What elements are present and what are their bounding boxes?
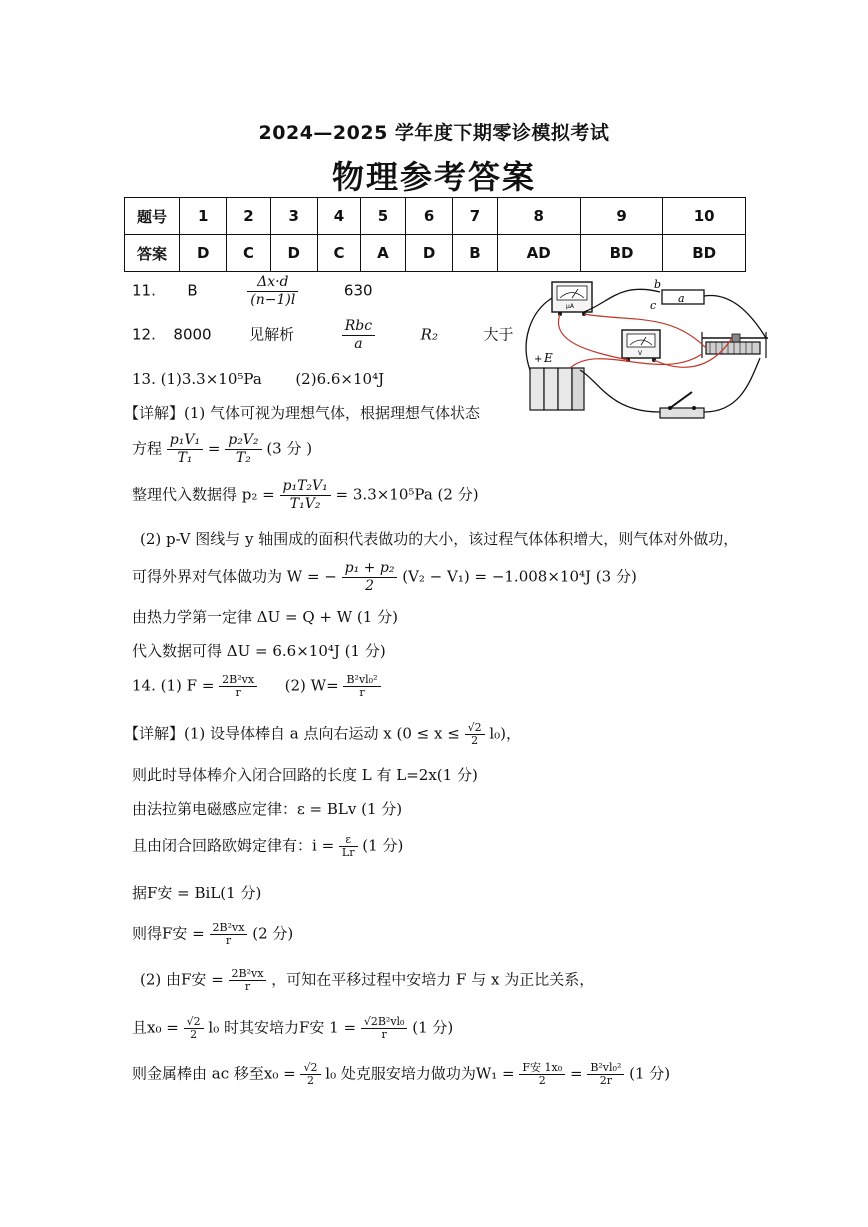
q12-frac-den: a [354,336,363,352]
q14-frac-h [361,1016,408,1041]
table-cell: D [180,235,227,272]
frac-num: √2 [184,1016,204,1029]
frac-den: r [359,686,365,699]
battery-icon [530,351,584,410]
frac-num: p₁V₁ [167,432,203,450]
subject-title: 物理参考答案 [331,158,536,196]
q14-l7-post: ，可知在平移过程中安培力 F 与 x 为正比关系， [271,970,595,989]
q11-number: 11. [132,281,156,300]
frac-den: 2 [306,1074,314,1087]
q14-head [132,674,381,699]
q13-detail-6: 由热力学第一定律 ΔU = Q + W (1 分) [132,608,398,626]
q12-answer-2: 见解析 [249,325,295,344]
q13-l2-post: (3 分 ) [266,439,313,458]
frac-num: p₁T₂V₁ [280,478,331,496]
q12-fraction [342,318,375,353]
frac-num: p₂V₂ [225,432,261,450]
terminal-label-b: b [654,278,662,291]
q12-answer-5: 大于 [483,325,514,344]
q14-l6-post: (2 分) [252,924,294,943]
q14-detail-4 [132,834,403,859]
table-cell: BD [580,235,663,272]
q14-l9-pre: 则金属棒由 ac 移至x₀ = [132,1064,296,1083]
q13-detail-5 [132,560,637,595]
q14-frac-b [343,674,380,699]
q14-l1-pre: 【详解】(1) 设导体棒自 a 点向右运动 x (0 ≤ x ≤ [124,724,460,743]
frac-den: 2 [538,1074,546,1087]
exam-title: 2024—2025 学年度下期零诊模拟考试 [258,122,610,144]
q13-frac-a [167,432,203,467]
q12-number: 12. [132,325,156,344]
rheostat-icon [702,332,768,358]
table-cell: D [270,235,317,272]
table-cell: C [317,235,360,272]
terminal-label-c: c [650,299,657,312]
q13-detail-1: 【详解】(1) 气体可视为理想气体，根据理想气体状态 [124,404,481,422]
table-cell: D [405,235,452,272]
frac-den: 2 [471,734,479,747]
q13-l2-pre: 方程 [132,439,163,458]
frac-num: p₁ + p₂ [342,560,398,578]
microammeter-label: μA [566,303,574,310]
row-label-number: 题号 [125,198,180,235]
table-cell: B [453,235,497,272]
table-cell: 2 [227,198,270,235]
q14-detail-9 [132,1062,670,1087]
resistor-box-a [650,278,704,312]
q13-detail-3 [132,478,479,513]
table-cell: 6 [405,198,452,235]
answer-row [125,235,746,272]
equals-sign: = [207,439,221,458]
question-number-row [125,198,746,235]
q14-frac-e [210,922,248,947]
q14-frac-g [184,1016,204,1041]
wire [704,295,766,338]
q14-frac-c [465,722,485,747]
q14-frac-k [587,1062,624,1087]
frac-num: 2B²vx [219,674,257,687]
q14-frac-j [519,1062,565,1087]
frac-num: 2B²vx [229,968,267,981]
q14-l8-mid: l₀ 时其安培力F安 1 = [208,1018,357,1037]
battery-plus-label: + [534,354,543,365]
frac-den: r [244,980,251,993]
q13-l5-post: (V₂ − V₁) = −1.008×10⁴J (3 分) [402,567,637,586]
q13-frac-c [280,478,331,513]
q14-detail-6 [132,922,293,947]
frac-num: √2 [465,722,485,735]
q14-l1-post: l₀)， [489,724,522,743]
wire [558,314,628,360]
frac-den: r [235,686,241,699]
q13-l3-post: = 3.3×10⁵Pa (2 分) [335,485,479,504]
q13-detail-2 [132,432,312,467]
frac-den: r [225,934,232,947]
q14-l6-pre: 则得F安 = [132,924,205,943]
frac-num: B²vl₀² [343,674,380,687]
frac-num: √2B²vl₀ [361,1016,408,1029]
frac-num: √2 [300,1062,320,1075]
table-cell: A [361,235,406,272]
table-cell: AD [497,235,580,272]
frac-num: F安 1x₀ [519,1062,565,1075]
q13-l5-pre: 可得外界对气体做功为 W = − [132,567,337,586]
table-cell: 7 [453,198,497,235]
q13-l3-pre: 整理代入数据得 p₂ = [132,485,275,504]
frac-num: 2B²vx [210,922,248,935]
q14-frac-f [229,968,267,993]
circuit-diagram [510,272,776,432]
wire [704,358,760,412]
q11-line [132,274,373,309]
q13-head [132,370,384,388]
q11-fraction [247,274,298,309]
frac-den: T₁V₂ [289,496,321,512]
q14-l9-mid: l₀ 处克服安培力做功为W₁ = [325,1064,515,1083]
table-cell: C [227,235,270,272]
q12-answer-1: 8000 [173,325,212,344]
row-label-answer: 答案 [125,235,180,272]
q14-detail-3: 由法拉第电磁感应定律：ε = BLv (1 分) [132,800,403,818]
q14-detail-8 [132,1016,453,1041]
answer-table [124,197,746,272]
q13-detail-7: 代入数据可得 ΔU = 6.6×10⁴J (1 分) [132,642,386,660]
switch-icon [660,392,704,418]
q13-frac-b [225,432,261,467]
q14-frac-i [300,1062,320,1087]
table-cell: 8 [497,198,580,235]
q14-detail-5: 据F安 = BiL(1 分) [132,884,262,902]
q14-l7-pre: (2) 由F安 = [140,970,224,989]
table-cell: 3 [270,198,317,235]
frac-den: 2 [190,1028,198,1041]
equals-sign: = [569,1064,583,1083]
voltmeter-label: V [638,350,643,357]
voltmeter-icon [622,330,660,362]
resistor-label-a: a [678,292,685,305]
q11-frac-num: Δx·d [247,274,298,292]
q14-l8-post: (1 分) [412,1018,454,1037]
frac-num: ε [339,834,358,847]
battery-label-E: E [544,351,553,365]
frac-den: Lr [341,846,355,859]
table-cell: BD [663,235,746,272]
q14-l4-pre: 且由闭合回路欧姆定律有：i = [132,836,335,855]
q14-frac-d [339,834,358,859]
frac-den: T₁ [177,450,193,466]
q13-answer-1: 13. (1)3.3×10⁵Pa [132,370,262,388]
table-cell: 10 [663,198,746,235]
q12-line [132,318,514,353]
q12-answer-4: R₂ [420,325,438,344]
frac-den: r [381,1028,387,1041]
frac-den: 2 [365,578,374,594]
frac-den: 2r [599,1074,612,1087]
q12-frac-num: Rbc [342,318,375,336]
table-cell: 9 [580,198,663,235]
q14-detail-1 [124,722,521,747]
wire [584,289,660,312]
q14-head-mid: (2) W= [284,676,339,695]
q13-frac-d [342,560,398,595]
frac-num: B²vl₀² [587,1062,624,1075]
q11-frac-den: (n−1)l [250,292,296,308]
table-cell: 5 [361,198,406,235]
q14-l9-post: (1 分) [629,1064,671,1083]
q14-l8-pre: 且x₀ = [132,1018,179,1037]
q14-detail-7 [140,968,594,993]
q14-detail-2: 则此时导体棒介入闭合回路的长度 L 有 L=2x(1 分) [132,766,478,784]
q14-head-pre: 14. (1) F = [132,676,215,695]
q14-frac-a [219,674,257,699]
q13-answer-2: (2)6.6×10⁴J [295,370,385,388]
frac-den: T₂ [235,450,251,466]
q13-detail-4: (2) p-V 图线与 y 轴围成的面积代表做功的大小，该过程气体体积增大，则气体对外做功， [140,530,739,548]
q11-answer-3: 630 [343,281,373,300]
q14-l4-post: (1 分) [362,836,404,855]
table-cell: 1 [180,198,227,235]
wire [580,370,660,412]
table-cell: 4 [317,198,360,235]
q11-answer-1: B [187,281,198,300]
